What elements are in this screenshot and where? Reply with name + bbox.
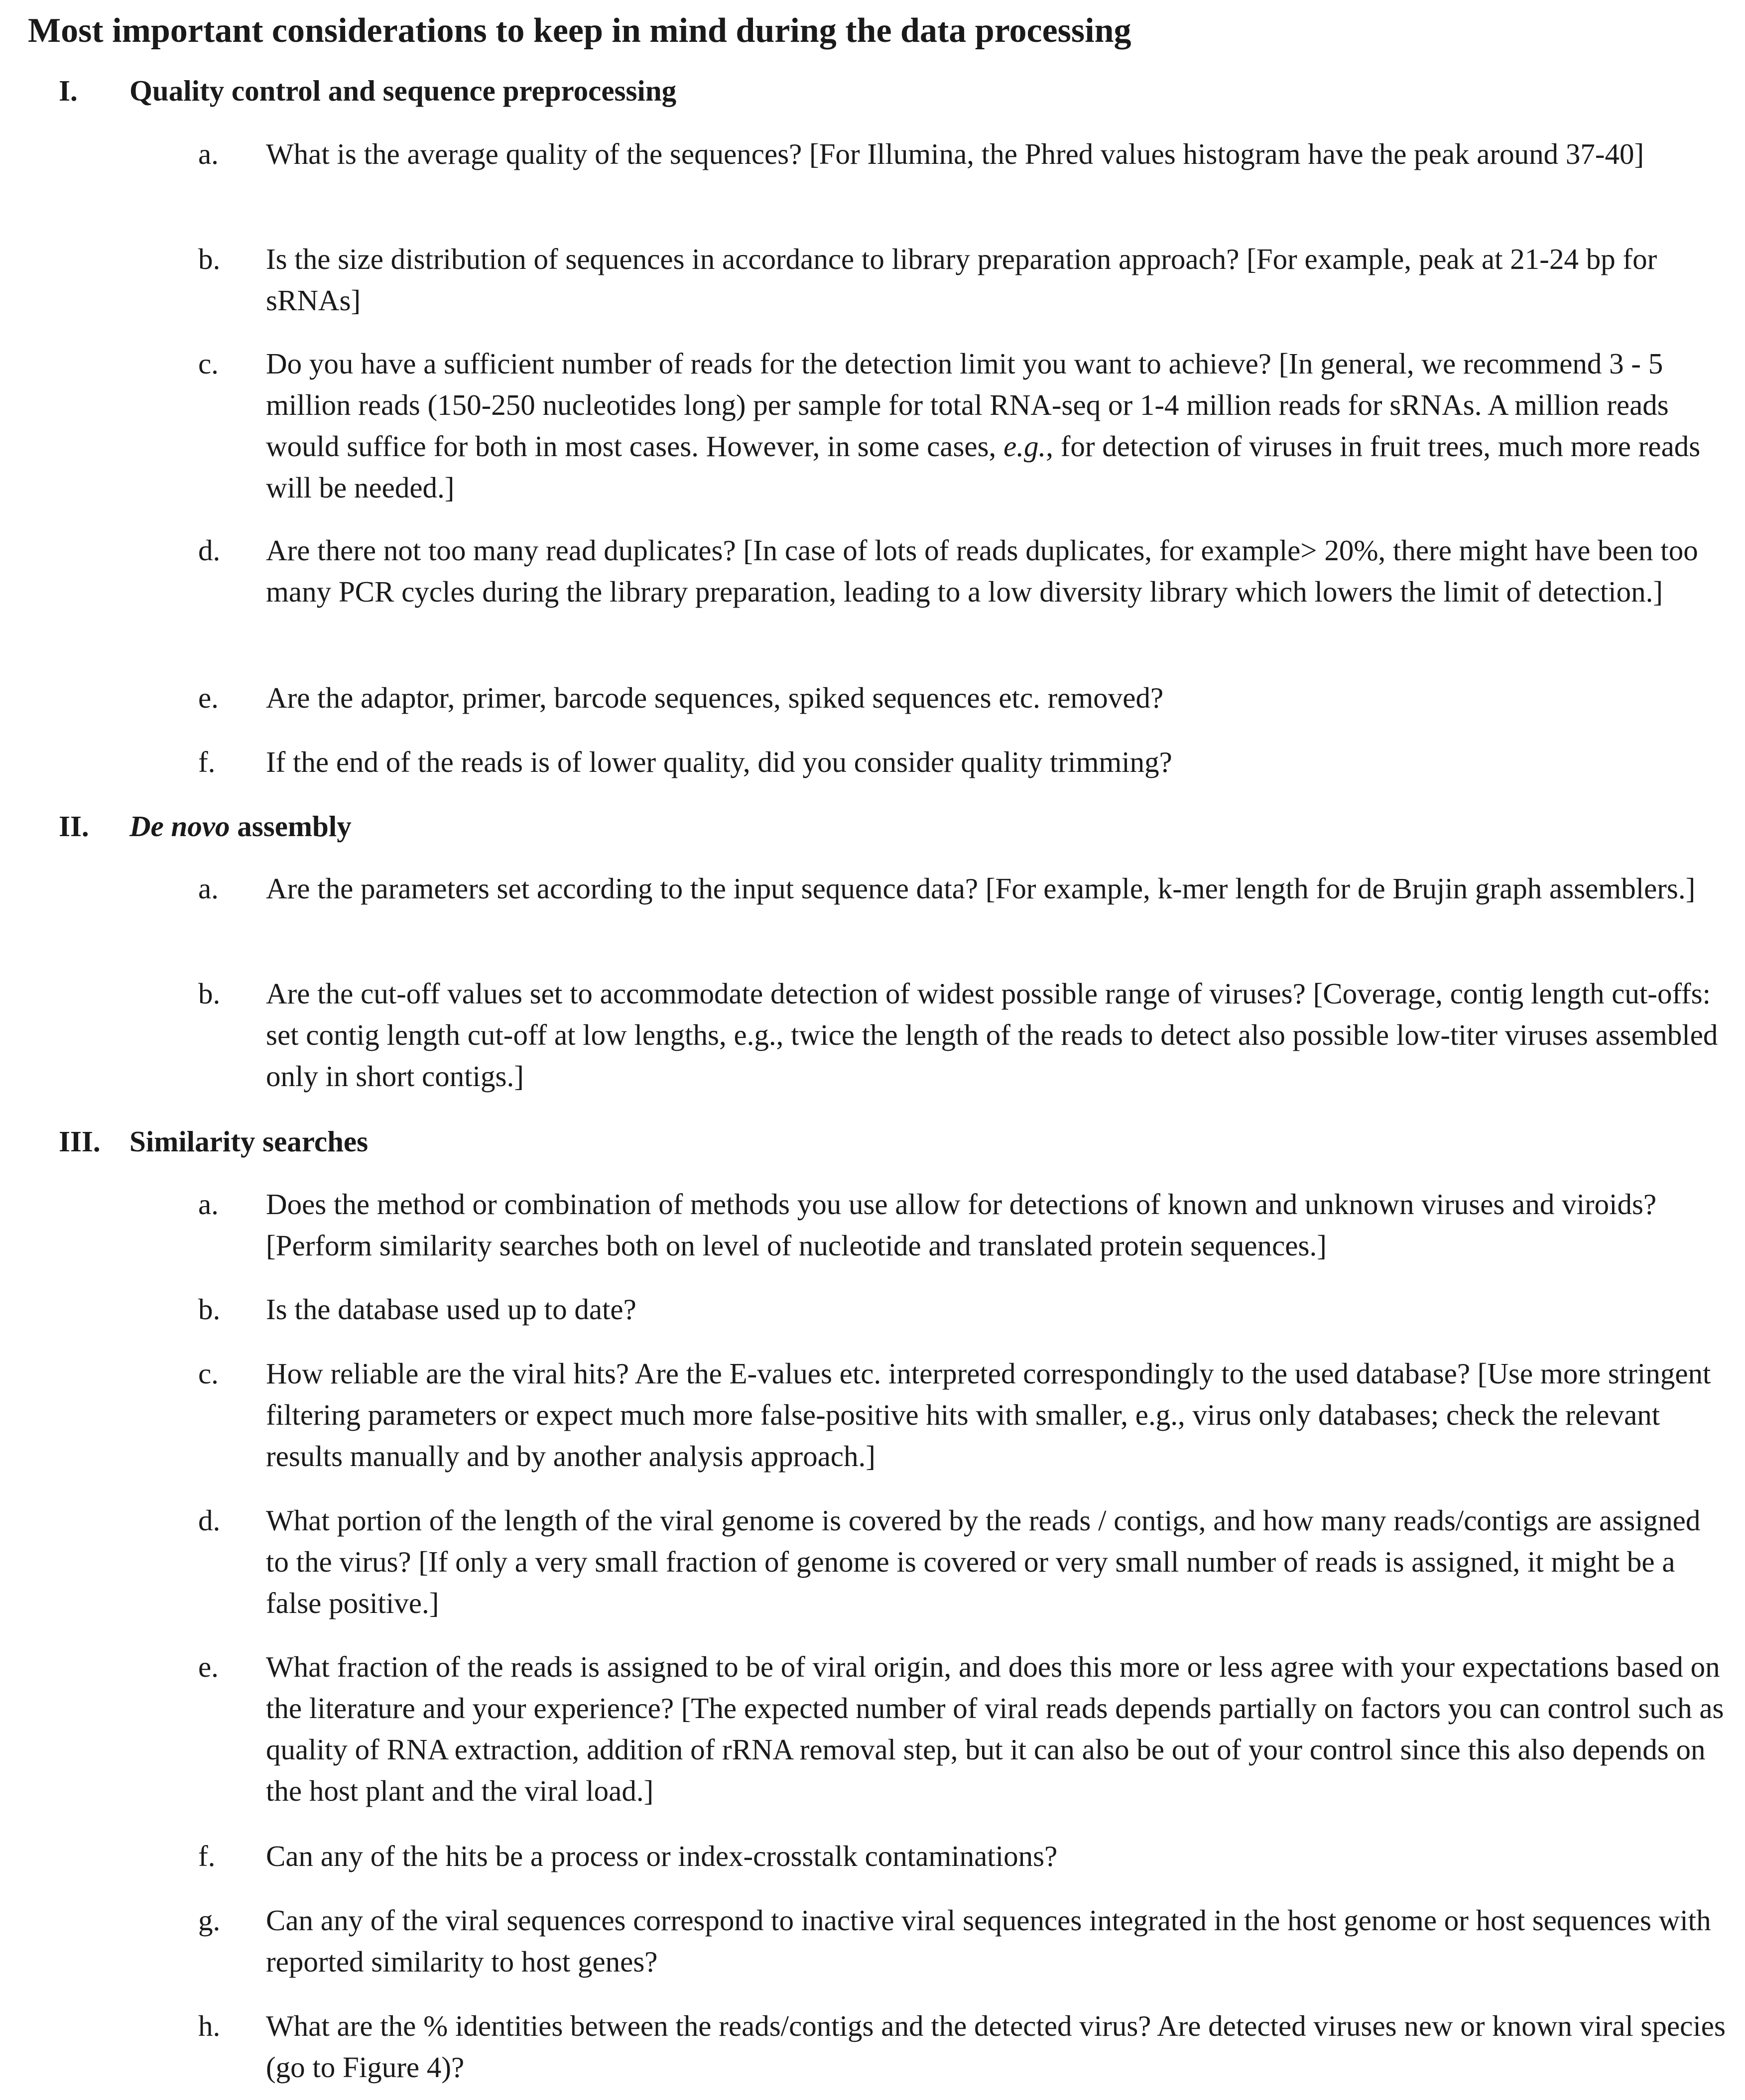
item-text: What are the % identities between the reads/contigs and the detected virus? Are detected viruses new or known viral species (go to Figure 4)? bbox=[266, 2009, 1726, 2084]
item-letter: a. bbox=[198, 872, 219, 905]
section-title-italic: De novo bbox=[129, 810, 230, 843]
item-letter: e. bbox=[198, 681, 219, 714]
section-title-rest: assembly bbox=[230, 810, 352, 843]
section-numeral: I. bbox=[59, 74, 78, 107]
item-text: Are the adaptor, primer, barcode sequences, spiked sequences etc. removed? bbox=[266, 681, 1164, 714]
item-text-italic: e.g. bbox=[1003, 430, 1046, 463]
section-numeral: II. bbox=[59, 810, 89, 843]
item-letter: d. bbox=[198, 534, 221, 567]
section-title: Quality control and sequence preprocessing bbox=[129, 74, 677, 107]
item-letter: c. bbox=[198, 347, 219, 380]
item-text: What fraction of the reads is assigned to be of viral origin, and does this more or less agree with your expectations based on the literature and your experience? [The expected number of viral reads depends partially on factors you can control such as quality of RNA extraction, addition of rRNA removal step, but it can also be out of your control since this also depends on the host plant and the viral load.] bbox=[266, 1650, 1724, 1807]
item-text: Is the database used up to date? bbox=[266, 1293, 636, 1326]
item-text: If the end of the reads is of lower quality, did you consider quality trimming? bbox=[266, 745, 1172, 778]
section-title bbox=[129, 805, 352, 847]
item-text: Are there not too many read duplicates? [In case of lots of reads duplicates, for example> 20%, there might have been too many PCR cycles during the library preparation, leading to a low diversity library which lowers the limit of detection.] bbox=[266, 534, 1698, 608]
item-letter: a. bbox=[198, 1188, 219, 1221]
section-numeral: III. bbox=[59, 1125, 101, 1158]
item-letter: b. bbox=[198, 243, 221, 275]
item-letter: c. bbox=[198, 1357, 219, 1390]
item-text: Are the cut-off values set to accommodate detection of widest possible range of viruses? [Coverage, contig length cut-offs: set contig length cut-off at low lengths, e.g., twice the length of the reads to detect also possible low-titer viruses assembled only in short contigs.] bbox=[266, 977, 1718, 1093]
item-text: Does the method or combination of methods you use allow for detections of known and unknown viruses and viroids? [Perform similarity searches both on level of nucleotide and translated protein sequences.] bbox=[266, 1188, 1657, 1262]
item-letter: f. bbox=[198, 1840, 216, 1872]
item-letter: a. bbox=[198, 137, 219, 170]
item-text: Are the parameters set according to the input sequence data? [For example, k-mer length for de Brujin graph assemblers.] bbox=[266, 872, 1696, 905]
item-letter: b. bbox=[198, 1293, 221, 1326]
page-title: Most important considerations to keep in mind during the data processing bbox=[28, 11, 1131, 50]
item-letter: f. bbox=[198, 745, 216, 778]
item-letter: b. bbox=[198, 977, 221, 1010]
item-text: Can any of the hits be a process or index-crosstalk contaminations? bbox=[266, 1840, 1058, 1872]
item-text-part: , for detection of viruses in fruit trees, much more reads will be needed.] bbox=[266, 430, 1701, 504]
section-title: Similarity searches bbox=[129, 1125, 369, 1158]
item-text: What portion of the length of the viral genome is covered by the reads / contigs, and how many reads/contigs are assigned to the virus? [If only a very small fraction of genome is covered or very small number of reads is assigned, it might be a false positive.] bbox=[266, 1504, 1701, 1619]
item-text-part: Do you have a sufficient number of reads for the detection limit you want to achieve? [In general, we recommend 3 - 5 million reads (150-250 nucleotides long) per sample for total RNA-seq or 1-4 million reads for sRNAs. A million reads would suffice for both in most cases. However, in some cases, bbox=[266, 347, 1669, 463]
item-text: What is the average quality of the sequences? [For Illumina, the Phred values histogram have the peak around 37-40] bbox=[266, 137, 1644, 170]
item-text bbox=[266, 343, 1728, 508]
item-letter: g. bbox=[198, 1904, 221, 1937]
item-text: Can any of the viral sequences correspond to inactive viral sequences integrated in the host genome or host sequences with reported similarity to host genes? bbox=[266, 1904, 1711, 1978]
item-letter: e. bbox=[198, 1650, 219, 1683]
item-letter: h. bbox=[198, 2009, 221, 2042]
item-text: How reliable are the viral hits? Are the E-values etc. interpreted correspondingly to the used database? [Use more stringent filtering parameters or expect much more false-positive hits with smaller, e.g., virus only databases; check the relevant results manually and by another analysis approach.] bbox=[266, 1357, 1711, 1473]
item-text: Is the size distribution of sequences in accordance to library preparation approach? [For example, peak at 21-24 bp for sRNAs] bbox=[266, 243, 1657, 317]
item-letter: d. bbox=[198, 1504, 221, 1537]
